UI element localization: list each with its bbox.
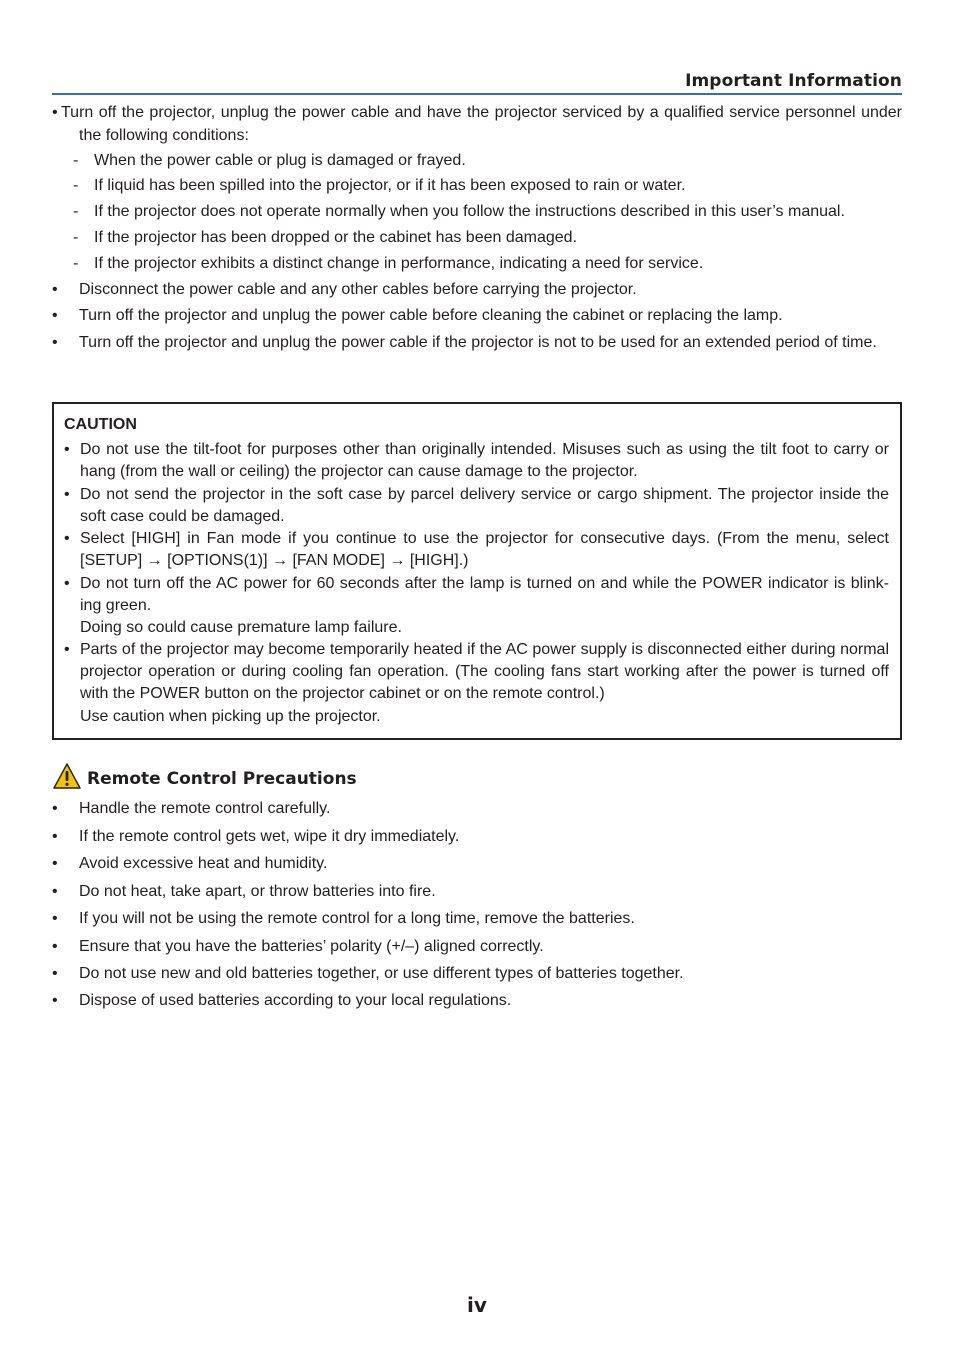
caution-item: Do not use the tilt-foot for purposes other than originally intended. Misuses such as using the tilt foot to carry or hang (from the wall or ceiling) the projector can cause damage to the projector.: [80, 441, 889, 480]
remote-item: Dispose of used batteries according to your local regulations.: [79, 992, 512, 1009]
bullet-marker: •: [52, 800, 58, 817]
remote-section-title: Remote Control Precautions: [87, 769, 357, 789]
bullet-marker: •: [52, 307, 58, 324]
remote-item: Avoid excessive heat and humidity.: [79, 855, 328, 872]
caution-item: Select [HIGH] in Fan mode if you continue to use the projector for consecutive days. (From the menu, select [SETUP] → [OPTIONS(1)] → [FAN MODE] → [HIGH].): [80, 530, 889, 569]
bullet-marker: •: [52, 910, 58, 927]
service-bullet-item: Turn off the projector and unplug the power cable if the projector is not to be used for an extended period of time.: [79, 334, 877, 351]
remote-item: Do not heat, take apart, or throw batteries into fire.: [79, 883, 436, 900]
remote-item: Handle the remote control carefully.: [79, 800, 331, 817]
condition-dash: -: [73, 177, 79, 194]
caution-item: Parts of the projector may become temporarily heated if the AC power supply is disconnected either during normal projector operation or during cooling fan operation. (The cooling fans start working after the power is turned off with the POWER button on the projector cabinet or on the remote control.): [80, 641, 889, 702]
warning-triangle-icon: [53, 763, 81, 789]
page-number: iv: [467, 1293, 487, 1317]
condition-item: If the projector has been dropped or the cabinet has been damaged.: [94, 229, 578, 246]
condition-item: If the projector exhibits a distinct change in performance, indicating a need for service.: [94, 255, 704, 272]
caution-item: Do not send the projector in the soft case by parcel delivery service or cargo shipment. The projector inside the soft case could be damaged.: [80, 486, 889, 525]
remote-item: If the remote control gets wet, wipe it dry immediately.: [79, 828, 460, 845]
remote-item: If you will not be using the remote control for a long time, remove the batteries.: [79, 910, 635, 927]
condition-item: When the power cable or plug is damaged or frayed.: [94, 152, 466, 169]
remote-item: Do not use new and old batteries together, or use different types of batteries together.: [79, 965, 684, 982]
remote-item: Ensure that you have the batteries’ polarity (+/–) aligned correctly.: [79, 938, 544, 955]
service-bullet-item: Disconnect the power cable and any other cables before carrying the projector.: [79, 281, 637, 298]
caution-note: Use caution when picking up the projector.: [80, 708, 381, 725]
bullet-marker: •: [64, 641, 70, 658]
condition-item: If the projector does not operate normally when you follow the instructions described in this user’s manual.: [94, 203, 845, 220]
bullet-marker: •: [64, 441, 70, 458]
condition-dash: -: [73, 255, 79, 272]
condition-dash: -: [73, 203, 79, 220]
caution-note: Doing so could cause premature lamp failure.: [80, 619, 402, 636]
condition-item: If liquid has been spilled into the projector, or if it has been exposed to rain or water.: [94, 177, 686, 194]
bullet-marker: •: [52, 883, 58, 900]
caution-title: CAUTION: [64, 416, 137, 433]
bullet-marker: •: [64, 530, 70, 547]
condition-dash: -: [73, 152, 79, 169]
bullet-marker: •: [64, 486, 70, 503]
bullet-marker: •: [52, 992, 58, 1009]
bullet-marker: •: [52, 281, 58, 298]
bullet-marker: •: [64, 575, 70, 592]
service-bullet-item: Turn off the projector and unplug the power cable before cleaning the cabinet or replacing the lamp.: [79, 307, 783, 324]
caution-item: Do not turn off the AC power for 60 seconds after the lamp is turned on and while the POWER indicator is blink-ing green.: [80, 575, 889, 614]
service-intro: Turn off the projector, unplug the power cable and have the projector serviced by a qualified service personnel under the following conditions:: [61, 104, 902, 144]
condition-dash: -: [73, 229, 79, 246]
bullet-marker: •: [52, 855, 58, 872]
bullet-marker: •: [52, 334, 58, 351]
bullet-marker: •: [52, 965, 58, 982]
header-title: Important Information: [685, 71, 902, 91]
bullet-marker: •: [52, 938, 58, 955]
page-header: [52, 71, 902, 95]
bullet-marker: •: [52, 828, 58, 845]
